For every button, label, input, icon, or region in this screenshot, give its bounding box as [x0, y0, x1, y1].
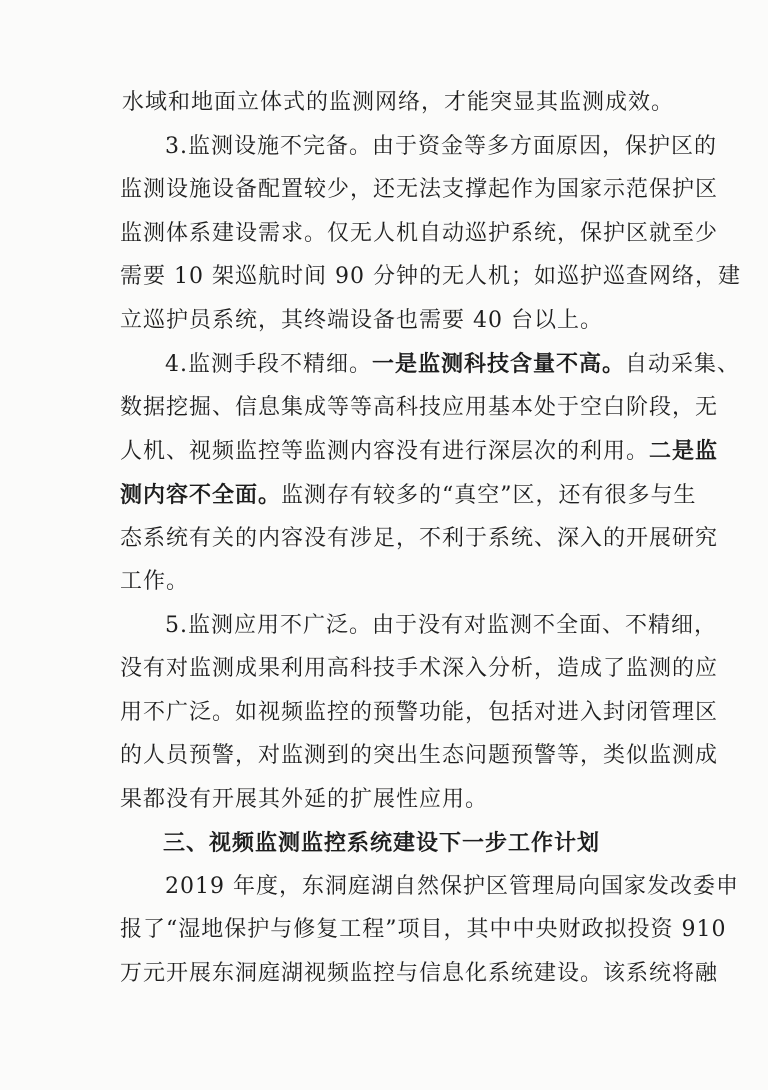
text-run: 果都没有开展其外延的扩展性应用。	[120, 787, 489, 812]
text-line	[165, 349, 768, 380]
text-line	[120, 219, 768, 249]
text-line	[120, 262, 768, 292]
text-line	[120, 654, 768, 684]
text-line	[165, 611, 768, 641]
text-run: 监测存有较多的“真空”区，还有很多与生	[281, 483, 697, 508]
text-run: 2019 年度，东洞庭湖自然保护区管理局向国家发改委申	[165, 874, 739, 899]
text-line	[120, 698, 768, 728]
text-line	[120, 436, 768, 467]
text-run: 态系统有关的内容没有涉足，不利于系统、深入的开展研究	[120, 526, 719, 551]
text-line	[120, 567, 768, 597]
bold-run: 测内容不全面。	[120, 482, 282, 508]
heading-text: 三、视频监测监控系统建设下一步工作计划	[163, 830, 601, 856]
text-line	[120, 741, 768, 771]
text-run: 自动采集、	[625, 352, 741, 377]
text-run: 的人员预警，对监测到的突出生态问题预警等，类似监测成	[120, 743, 719, 768]
text-line	[120, 524, 768, 554]
text-run: 报了“湿地保护与修复工程”项目，其中中央财政拟投资 910	[120, 917, 727, 942]
text-run: 4.监测手段不精细。	[165, 352, 372, 377]
text-run: 监测体系建设需求。仅无人机自动巡护系统，保护区就至少	[120, 221, 719, 246]
text-line	[120, 915, 768, 945]
bold-run: 一是监测科技含量不高。	[372, 351, 626, 377]
text-line	[120, 959, 768, 989]
text-run: 万元开展东洞庭湖视频监控与信息化系统建设。该系统将融	[120, 961, 719, 986]
text-run: 立巡护员系统，其终端设备也需要 40 台以上。	[120, 308, 603, 333]
text-line	[120, 306, 768, 336]
text-run: 没有对监测成果利用高科技手术深入分析，造成了监测的应	[120, 656, 719, 681]
text-run: 监测设施设备配置较少，还无法支撑起作为国家示范保护区	[120, 177, 719, 202]
text-run: 工作。	[120, 569, 190, 594]
text-run: 数据挖掘、信息集成等等高科技应用基本处于空白阶段，无	[120, 395, 719, 420]
text-line	[165, 132, 768, 162]
section-heading	[163, 828, 768, 858]
text-run: 水域和地面立体式的监测网络，才能突显其监测成效。	[122, 90, 675, 115]
text-line	[120, 393, 768, 423]
text-run: 用不广泛。如视频监控的预警功能，包括对进入封闭管理区	[120, 700, 719, 725]
text-line	[165, 872, 768, 902]
bold-run: 二是监	[649, 438, 719, 464]
text-run: 3.监测设施不完备。由于资金等多方面原因，保护区的	[165, 134, 717, 159]
text-run: 人机、视频监控等监测内容没有进行深层次的利用。	[120, 439, 650, 464]
text-line	[120, 480, 768, 511]
text-run: 需要 10 架巡航时间 90 分钟的无人机；如巡护巡查网络，建	[120, 264, 741, 289]
text-line	[120, 175, 768, 205]
text-line	[120, 785, 768, 815]
text-line	[122, 88, 768, 118]
text-run: 5.监测应用不广泛。由于没有对监测不全面、不精细，	[165, 613, 717, 638]
